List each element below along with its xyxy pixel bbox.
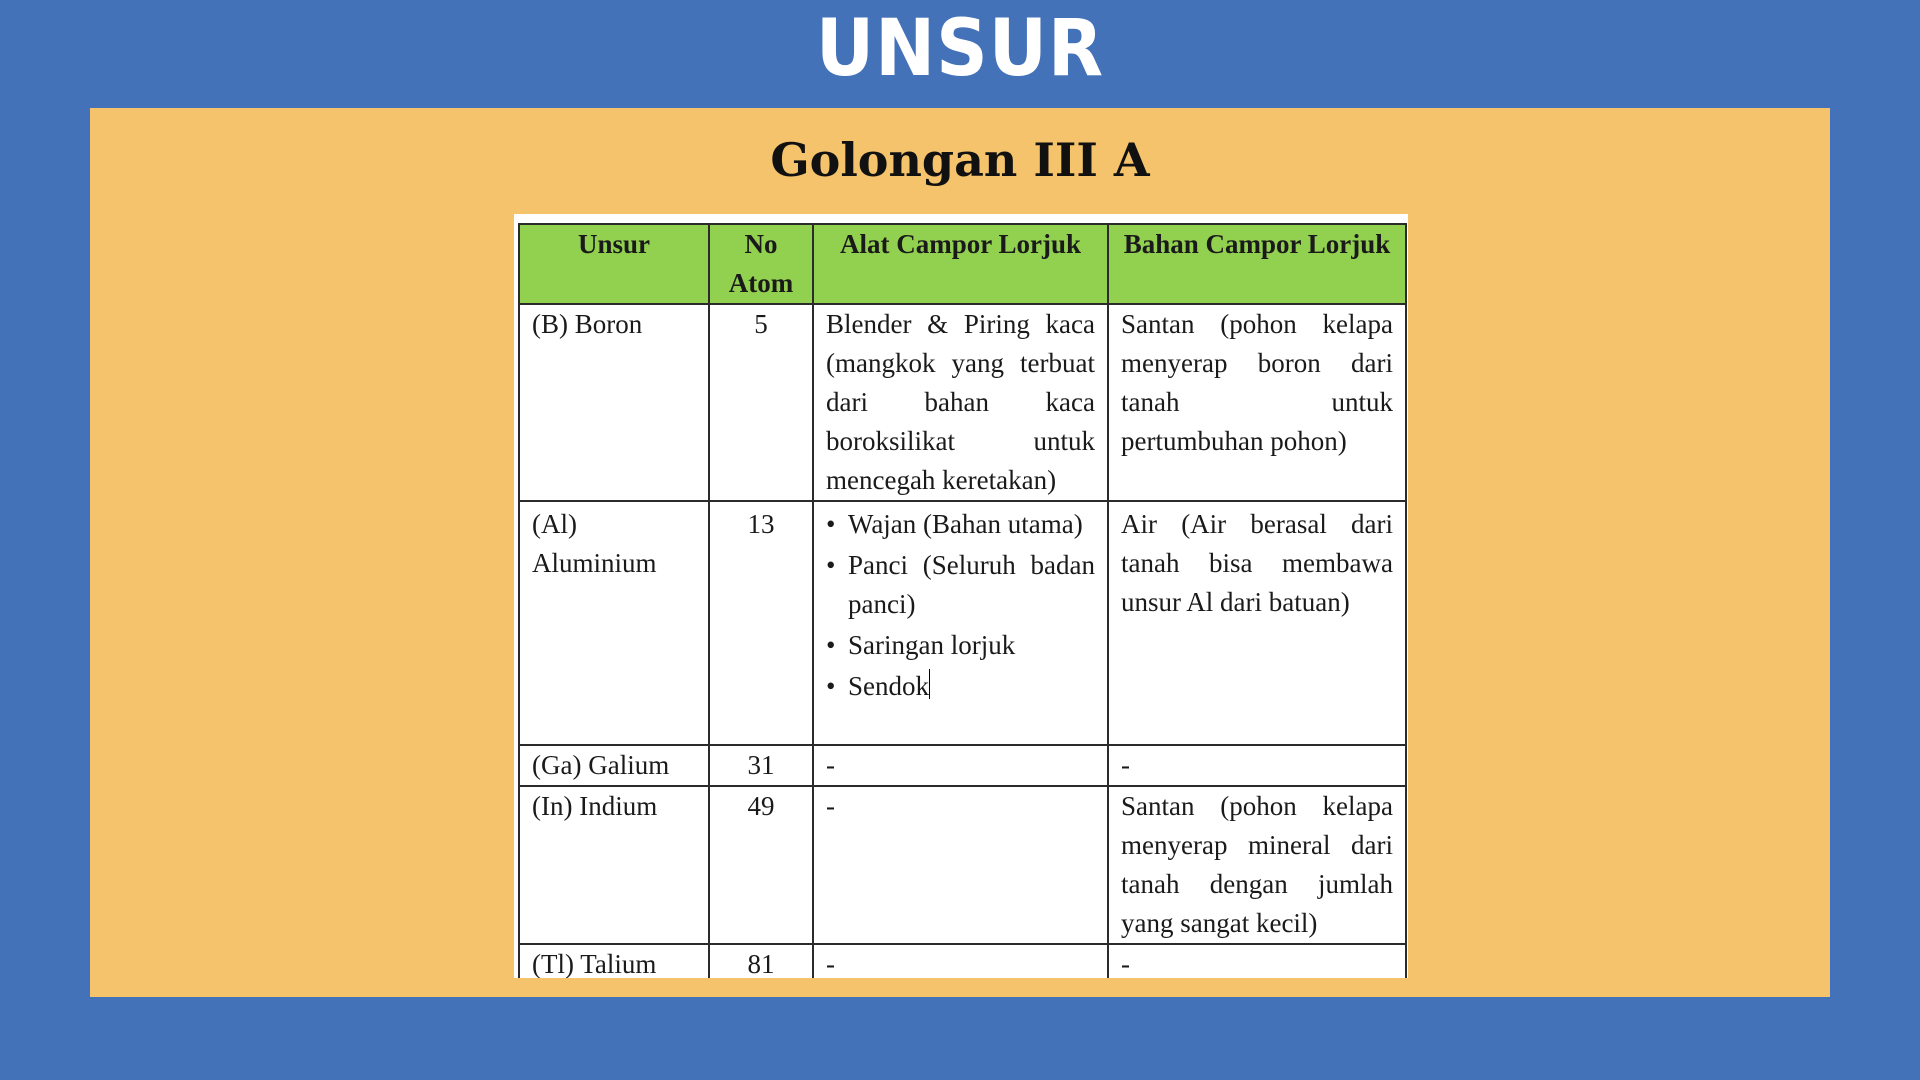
slide-title: UNSUR [815,4,1105,94]
table-row [519,304,1406,501]
cell-alat: Blender & Piring kaca (mangkok yang terbuat dari bahan kaca boroksilikat untuk mencegah keretakan) [813,304,1108,501]
cell-bahan: Air (Air berasal dari tanah bisa membawa unsur Al dari batuan) [1108,501,1406,745]
cell-unsur: (B) Boron [519,304,709,501]
cell-no-atom: 31 [709,745,813,786]
list-item [826,667,1095,706]
cell-unsur: (Al) Aluminium [519,501,709,745]
text-cursor [929,669,930,699]
table-row [519,745,1406,786]
cell-alat: - [813,944,1108,978]
table-row [519,786,1406,944]
table-image-frame [514,214,1408,978]
cell-bahan: Santan (pohon kelapa menyerap mineral dari tanah dengan jumlah yang sangat kecil) [1108,786,1406,944]
table-row [519,944,1406,978]
cell-no-atom: 49 [709,786,813,944]
section-subtitle: Golongan III A [770,133,1150,187]
cell-bahan: - [1108,944,1406,978]
cell-no-atom: 5 [709,304,813,501]
table-header-row [519,224,1406,304]
cell-unsur: (Ga) Galium [519,745,709,786]
cell-unsur: (Tl) Talium [519,944,709,978]
header-alat: Alat Campor Lorjuk [813,224,1108,304]
header-unsur: Unsur [519,224,709,304]
cell-alat [813,501,1108,745]
list-item: • Saringan lorjuk [826,626,1095,665]
cell-unsur: (In) Indium [519,786,709,944]
list-item: • Panci (Seluruh badan panci) [826,546,1095,624]
cell-alat: - [813,745,1108,786]
table-row [519,501,1406,745]
header-no-atom: No Atom [709,224,813,304]
cell-no-atom: 13 [709,501,813,745]
list-item-text: Sendok [848,671,929,701]
cell-bahan: Santan (pohon kelapa menyerap boron dari tanah untuk pertumbuhan pohon) [1108,304,1406,501]
header-bahan: Bahan Campor Lorjuk [1108,224,1406,304]
content-panel [90,108,1830,997]
cell-bahan: - [1108,745,1406,786]
cell-no-atom: 81 [709,944,813,978]
alat-bullet-list [826,505,1095,706]
list-item: • Wajan (Bahan utama) [826,505,1095,544]
cell-alat: - [813,786,1108,944]
elements-table [518,223,1407,978]
